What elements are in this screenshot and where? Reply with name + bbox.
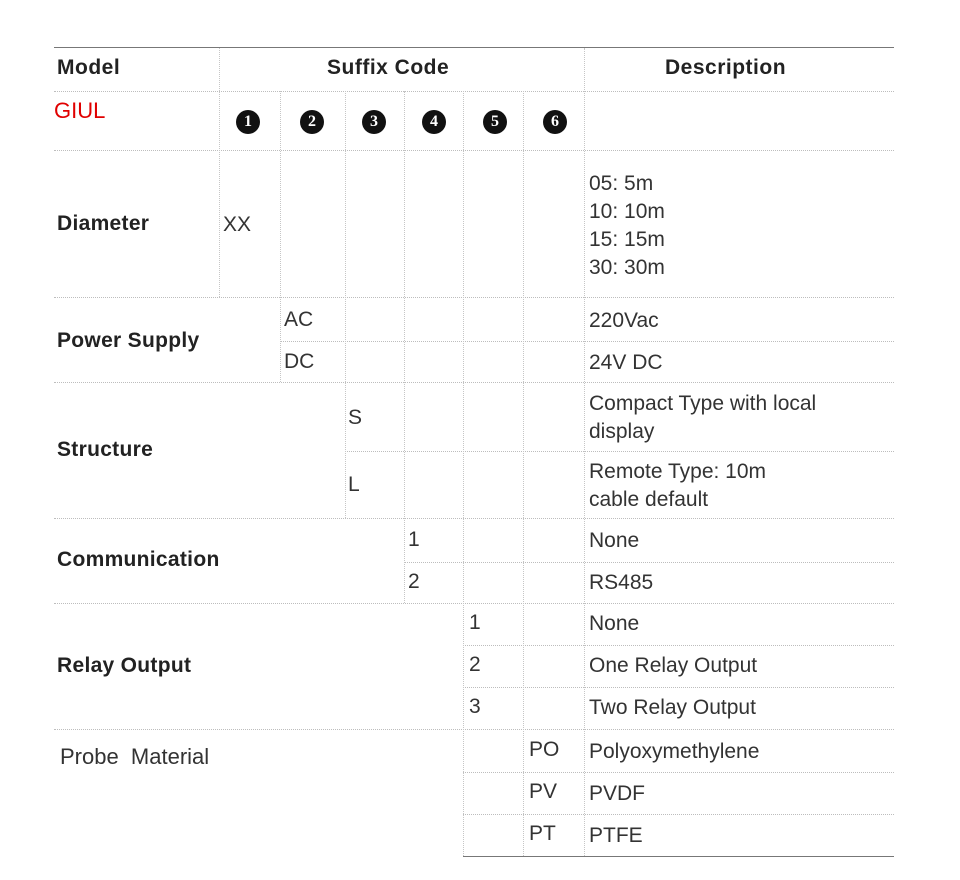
relay-code-1: 1 bbox=[469, 611, 481, 634]
relay-desc-2: One Relay Output bbox=[589, 654, 758, 677]
row-separator bbox=[54, 518, 894, 519]
column-separator bbox=[523, 91, 524, 856]
row-label-communication: Communication bbox=[57, 548, 220, 571]
table-bottom-rule bbox=[463, 856, 894, 857]
row-label-power-supply: Power Supply bbox=[57, 329, 200, 352]
row-label-probe-material: Probe Material bbox=[60, 744, 210, 769]
communication-desc-2: RS485 bbox=[589, 571, 654, 594]
column-separator bbox=[463, 91, 464, 856]
desc-line: Compact Type with local bbox=[589, 392, 817, 415]
diameter-option: 15: 15m bbox=[589, 228, 665, 251]
row-separator bbox=[345, 451, 894, 452]
diameter-option: 10: 10m bbox=[589, 200, 665, 223]
row-separator bbox=[54, 729, 894, 730]
column-separator bbox=[280, 91, 281, 382]
row-label-structure: Structure bbox=[57, 438, 154, 461]
relay-desc-1: None bbox=[589, 612, 640, 635]
communication-code-1: 1 bbox=[408, 528, 420, 551]
column-separator bbox=[219, 48, 220, 297]
structure-code-s: S bbox=[348, 406, 363, 429]
power-code-ac: AC bbox=[284, 308, 314, 331]
diameter-code: XX bbox=[223, 213, 252, 236]
row-separator bbox=[54, 297, 894, 298]
row-separator bbox=[54, 91, 894, 92]
probe-code-po: PO bbox=[529, 738, 560, 761]
row-separator bbox=[280, 341, 894, 342]
relay-desc-3: Two Relay Output bbox=[589, 696, 756, 719]
column-separator bbox=[584, 48, 585, 856]
header-description: Description bbox=[665, 56, 787, 79]
row-separator bbox=[463, 772, 894, 773]
power-code-dc: DC bbox=[284, 350, 315, 373]
row-label-diameter: Diameter bbox=[57, 212, 150, 235]
structure-code-l: L bbox=[348, 473, 360, 496]
row-separator bbox=[54, 150, 894, 151]
structure-desc-l bbox=[589, 458, 766, 514]
diameter-option: 30: 30m bbox=[589, 256, 665, 279]
header-model: Model bbox=[57, 56, 121, 79]
probe-code-pv: PV bbox=[529, 780, 558, 803]
power-desc-ac: 220Vac bbox=[589, 309, 659, 332]
column-separator bbox=[345, 91, 346, 518]
suffix-number-4: 4 bbox=[422, 110, 446, 134]
probe-desc-po: Polyoxymethylene bbox=[589, 740, 760, 763]
communication-code-2: 2 bbox=[408, 570, 420, 593]
desc-line: Remote Type: 10m bbox=[589, 460, 767, 483]
relay-code-2: 2 bbox=[469, 653, 481, 676]
suffix-number-1: 1 bbox=[236, 110, 260, 134]
row-separator bbox=[54, 603, 894, 604]
power-desc-dc: 24V DC bbox=[589, 351, 663, 374]
suffix-number-5: 5 bbox=[483, 110, 507, 134]
diameter-option: 05: 5m bbox=[589, 172, 654, 195]
row-separator bbox=[54, 382, 894, 383]
desc-line: display bbox=[589, 420, 655, 443]
row-separator bbox=[404, 562, 894, 563]
probe-desc-pt: PTFE bbox=[589, 824, 643, 847]
communication-desc-1: None bbox=[589, 529, 640, 552]
row-separator bbox=[463, 814, 894, 815]
column-separator bbox=[404, 91, 405, 603]
model-code: GIUL bbox=[54, 98, 106, 123]
suffix-number-3: 3 bbox=[362, 110, 386, 134]
row-separator bbox=[463, 645, 894, 646]
desc-line: cable default bbox=[589, 488, 709, 511]
header-suffix-code: Suffix Code bbox=[327, 56, 450, 79]
relay-code-3: 3 bbox=[469, 695, 481, 718]
probe-desc-pv: PVDF bbox=[589, 782, 646, 805]
diameter-description bbox=[589, 170, 665, 282]
table-top-rule bbox=[54, 47, 894, 48]
probe-code-pt: PT bbox=[529, 822, 556, 845]
row-label-relay-output: Relay Output bbox=[57, 654, 192, 677]
structure-desc-s bbox=[589, 390, 816, 446]
suffix-number-6: 6 bbox=[543, 110, 567, 134]
row-separator bbox=[463, 687, 894, 688]
suffix-number-2: 2 bbox=[300, 110, 324, 134]
